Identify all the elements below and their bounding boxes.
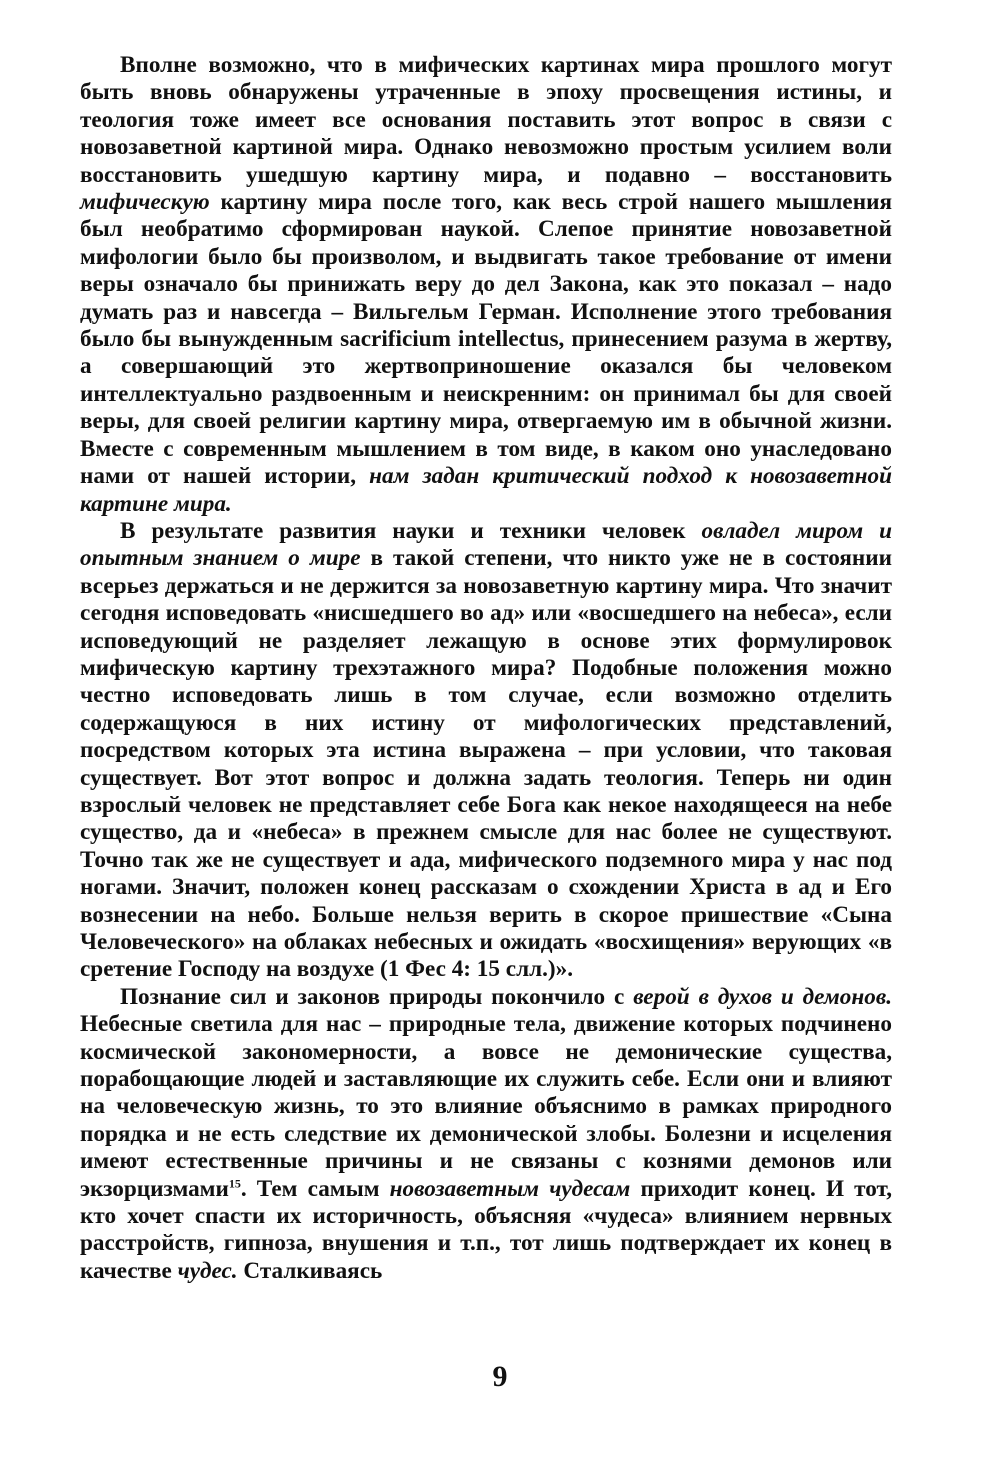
paragraph-3-text-d: приходит конец. И тот, кто хочет спасти их историчность, объясняя «чудеса» влиянием нервных расстройств, гипноза, внушения и т.п., тот лишь подтверждает их конец в качестве [80, 1175, 892, 1284]
paragraph-2-text-a: В результате развития науки и техники человек [120, 517, 702, 544]
footnote-marker[interactable]: 15 [228, 1175, 241, 1190]
paragraph-1-text-b: картину мира после того, как весь строй нашего мышления был необратимо сформирован наукой. Слепое принятие новозаветной мифологии было бы произволом, и выдвигать такое требование от имени веры означало бы принижать веру до дел Закона, как это показал – надо думать раз и навсегда – Вильгельм Герман. Исполнение этого требования было бы вынужденным sacrificium intellectus, принесением разума в жертву, а совершающий это жертвоприношение оказался бы человеком интеллектуально раздвоенным и неискренним: он принимал бы для своей веры, для своей религии картину мира, отвергаемую им в обычной жизни. Вместе с современным мышлением в том виде, в каком оно унаследовано нами от нашей истории, [80, 189, 892, 490]
paragraph-3-italic-2: новозаветным чудесам [389, 1175, 631, 1202]
paragraph-3-text-c: . Тем самым [240, 1175, 390, 1202]
paragraph-2-text-b: в такой степени, что никто уже не в состоянии всерьез держаться и не держится за новозаветную картину мира. Что значит сегодня исповедовать «нисшедшего во ад» или «восшедшего на небеса», если исповедующий не разделяет лежащую в основе этих формулировок мифическую картину трехэтажного мира? Подобные положения можно честно исповедовать лишь в том случае, если возможно отделить содержащуюся в них истину от мифологических представлений, посредством которых эта истина выражена – при условии, что таковая существует. Вот этот вопрос и должна задать теология. Теперь ни один взрослый человек не представляет себе Бога как некое находящееся на небе существо, да и «небеса» в прежнем смысле для нас более не существуют. Точно так же не существует и ада, мифического подземного мира у нас под ногами. Значит, положен конец рассказам о схождении Христа в ад и Его вознесении на небо. Больше нельзя верить в скорое пришествие «Сына Человеческого» на облаках небесных и ожидать «восхищения» верующих «в сретение Господу на воздухе (1 Фес 4: 15 слл.)». [80, 545, 892, 983]
page-number: 9 [492, 1360, 508, 1393]
paragraph-2 [80, 518, 892, 984]
paragraph-3-italic-3: чудес. [177, 1257, 238, 1284]
paragraph-1-text-a: Вполне возможно, что в мифических картинах мира прошлого могут быть вновь обнаружены утраченные в эпоху просвещения истины, и теология тоже имеет все основания поставить этот вопрос в связи с новозаветной картиной мира. Однако невозможно простым усилием воли восстановить ушедшую картину мира, и подавно – восстановить [80, 52, 892, 188]
paragraph-1 [80, 52, 892, 518]
paragraph-3-text-a: Познание сил и законов природы покончило с [120, 983, 634, 1010]
paragraph-3-text-b: Небесные светила для нас – природные тела, движение которых подчинено космической закономерности, а вовсе не демонические существа, порабощающие людей и заставляющие их служить себе. Если они и влияют на человеческую жизнь, то это влияние объяснимо в рамках природного порядка и не есть следствие их демонической злобы. Болезни и исцеления имеют естественные причины и не связаны с кознями демонов или экзорцизмами [80, 1011, 892, 1202]
paragraph-1-italic-2: нам задан критический подход к новозаветной картине мира. [80, 463, 892, 517]
page-body [80, 52, 892, 1285]
paragraph-3-italic-1: верой в духов и демонов. [633, 983, 892, 1010]
paragraph-3 [80, 984, 892, 1285]
paragraph-3-text-e: Сталкиваясь [237, 1257, 383, 1284]
paragraph-2-italic-1: овладел миром и опытным знанием о мире [80, 517, 892, 572]
paragraph-1-italic-1: мифическую [80, 189, 210, 216]
